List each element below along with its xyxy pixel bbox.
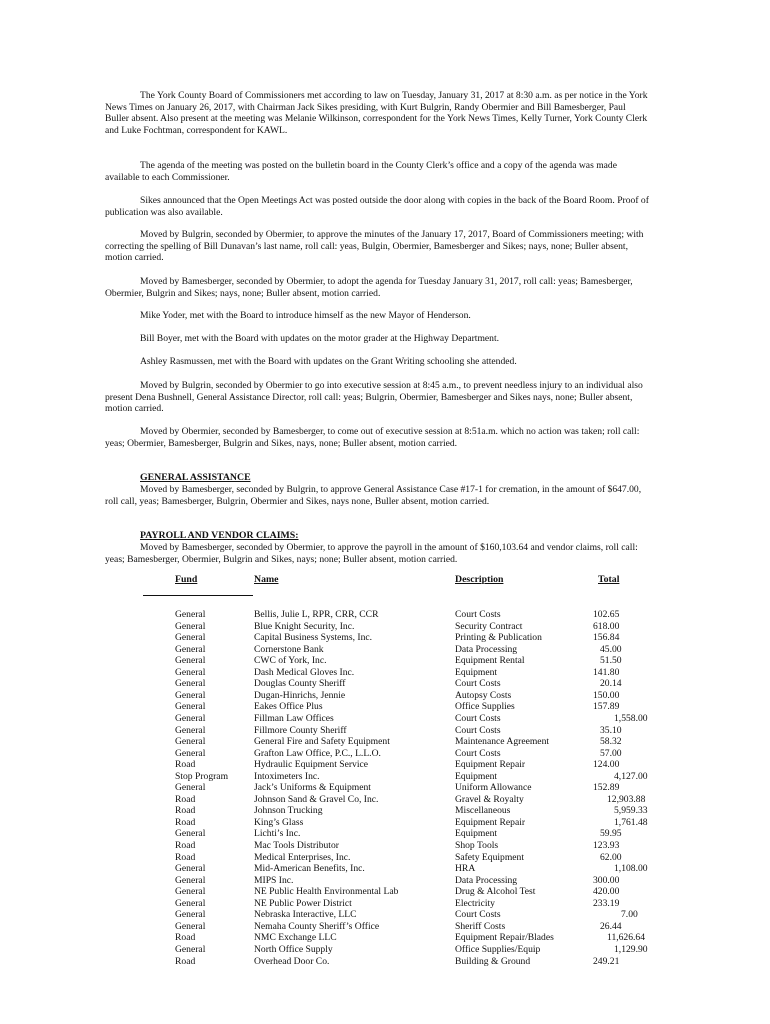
- cell-total: 62.00: [600, 851, 622, 863]
- cell-description: Office Supplies: [455, 701, 515, 713]
- table-row: [0, 863, 770, 875]
- cell-total: 124.00: [593, 759, 620, 771]
- cell-fund: General: [175, 620, 206, 632]
- table-row: [0, 621, 770, 633]
- table-row: [0, 701, 770, 713]
- paragraph-agenda-motion: Moved by Bamesberger, seconded by Obermier, to adopt the agenda for Tuesday January 31, 2017, roll call: yeas; Bamesberger, Obermier, Bulgrin and Sikes; nays, none; Buller absent, motion carried.: [105, 276, 633, 299]
- cell-description: Maintenance Agreement: [455, 736, 550, 748]
- table-row: [0, 852, 770, 864]
- cell-fund: General: [175, 943, 206, 955]
- header-divider: [143, 595, 253, 596]
- paragraph-open-meetings: Sikes announced that the Open Meetings Act was posted outside the door along with copies in the back of the Board Room. Proof of publication was also available.: [105, 195, 649, 218]
- cell-total: 12,903.88: [607, 793, 646, 805]
- cell-description: Equipment Repair: [455, 759, 526, 771]
- cell-description: Equipment: [455, 770, 498, 782]
- cell-fund: Road: [175, 805, 196, 817]
- cell-fund: General: [175, 666, 206, 678]
- table-row: [0, 956, 770, 968]
- table-row: [0, 875, 770, 887]
- cell-name: Eakes Office Plus: [254, 701, 323, 713]
- cell-description: Safety Equipment: [455, 851, 525, 863]
- cell-total: 1,129.90: [614, 943, 648, 955]
- cell-total: 58.32: [600, 736, 622, 748]
- column-header-fund: Fund: [175, 574, 198, 585]
- cell-description: Uniform Allowance: [455, 782, 532, 794]
- cell-description: Gravel & Royalty: [455, 793, 524, 805]
- column-header-total: Total: [598, 574, 620, 585]
- cell-total: 26.44: [600, 920, 622, 932]
- cell-name: Bellis, Julie L, RPR, CRR, CCR: [254, 609, 379, 620]
- cell-name: MIPS Inc.: [254, 874, 294, 886]
- cell-total: 156.84: [593, 632, 620, 644]
- cell-fund: General: [175, 609, 206, 620]
- table-row: [0, 644, 770, 656]
- paragraph-exec-session-in: Moved by Bulgrin, seconded by Obermier to go into executive session at 8:45 a.m., to prevent needless injury to an individual also present Dena Bushnell, General Assistance Director, roll call: yeas; Bulgrin, Obermier, Bamesberger and Sikes nays, none; Buller absent, motion carried.: [105, 380, 643, 415]
- table-row: [0, 736, 770, 748]
- cell-description: Court Costs: [455, 609, 501, 620]
- cell-fund: Road: [175, 932, 196, 944]
- cell-name: Grafton Law Office, P.C., L.L.O.: [254, 747, 381, 759]
- table-row: [0, 713, 770, 725]
- cell-description: Equipment: [455, 666, 498, 678]
- cell-description: Electricity: [455, 897, 495, 909]
- cell-description: Court Costs: [455, 724, 501, 736]
- cell-description: Drug & Alcohol Test: [455, 886, 536, 898]
- cell-fund: General: [175, 909, 206, 921]
- cell-name: CWC of York, Inc.: [254, 655, 327, 667]
- cell-total: 1,108.00: [614, 863, 648, 875]
- cell-name: NE Public Health Environmental Lab: [254, 886, 399, 898]
- cell-description: Equipment: [455, 828, 498, 840]
- cell-total: 249.21: [593, 955, 620, 967]
- cell-total: 141.80: [593, 666, 620, 678]
- cell-name: Medical Enterprises, Inc.: [254, 851, 351, 863]
- cell-total: 300.00: [593, 874, 620, 886]
- cell-fund: Road: [175, 955, 196, 967]
- table-row: [0, 678, 770, 690]
- cell-total: 102.65: [593, 609, 620, 620]
- paragraph-motor-grader: Bill Boyer, met with the Board with updates on the motor grader at the Highway Department.: [140, 333, 500, 344]
- cell-description: Building & Ground: [455, 955, 531, 967]
- cell-fund: Road: [175, 759, 196, 771]
- table-row: [0, 909, 770, 921]
- cell-fund: General: [175, 897, 206, 909]
- paragraph-minutes-motion: Moved by Bulgrin, seconded by Obermier, to approve the minutes of the January 17, 2017, Board of Commissioners meeting; with correcting the spelling of Bill Dunavan’s last name, roll call: yeas, Bulgin, Obermier, Bamesberger and Sikes; nays, none; Buller absent, motion carried.: [105, 229, 644, 264]
- table-row: [0, 771, 770, 783]
- paragraph-meeting-intro: The York County Board of Commissioners met according to law on Tuesday, January 31, 2017 at 8:30 a.m. as per notice in the York News Times on January 26, 2017, with Chairman Jack Sikes presiding, with Kurt Bulgrin, Randy Obermier and Bill Bamesberger, Paul Buller absent. Also present at the meeting was Melanie Wilkinson, correspondent for the York News Times, Kelly Turner, York County Clerk and Luke Fochtman, correspondent for KAWL.: [105, 90, 648, 136]
- table-row: [0, 725, 770, 737]
- cell-total: 35.10: [600, 724, 622, 736]
- cell-name: Lichti’s Inc.: [254, 828, 301, 840]
- cell-fund: General: [175, 643, 206, 655]
- cell-fund: General: [175, 874, 206, 886]
- cell-name: Dugan-Hinrichs, Jennie: [254, 689, 346, 701]
- cell-fund: General: [175, 863, 206, 875]
- cell-name: Johnson Sand & Gravel Co, Inc.: [254, 793, 379, 805]
- cell-name: Nemaha County Sheriff’s Office: [254, 920, 380, 932]
- table-row: [0, 632, 770, 644]
- cell-name: Overhead Door Co.: [254, 955, 330, 967]
- cell-total: 150.00: [593, 689, 620, 701]
- table-row: [0, 782, 770, 794]
- cell-name: Douglas County Sheriff: [254, 678, 346, 690]
- cell-fund: Road: [175, 840, 196, 851]
- table-row: [0, 886, 770, 898]
- cell-name: Mid-American Benefits, Inc.: [254, 863, 365, 875]
- cell-description: HRA: [455, 863, 476, 875]
- cell-name: Fillmore County Sheriff: [254, 724, 347, 736]
- cell-description: Data Processing: [455, 643, 518, 655]
- cell-total: 1,761.48: [614, 816, 648, 828]
- cell-total: 59.95: [600, 828, 622, 840]
- payroll-text: Moved by Bamesberger, seconded by Obermier, to approve the payroll in the amount of $160,103.64 and vendor claims, roll call: yeas; Bamesberger, Obermier, Bulgrin and Sikes, nays; none; Buller absent, motion carried.: [105, 542, 638, 565]
- cell-total: 20.14: [600, 678, 622, 690]
- cell-description: Printing & Publication: [455, 632, 542, 644]
- general-assistance-heading: GENERAL ASSISTANCE: [140, 472, 251, 483]
- table-row: [0, 759, 770, 771]
- cell-name: Intoximeters Inc.: [254, 770, 320, 782]
- cell-total: 420.00: [593, 886, 620, 898]
- cell-name: North Office Supply: [254, 943, 333, 955]
- cell-name: NMC Exchange LLC: [254, 932, 337, 944]
- cell-description: Data Processing: [455, 874, 518, 886]
- cell-fund: General: [175, 782, 206, 794]
- table-row: [0, 667, 770, 679]
- cell-name: Dash Medical Gloves Inc.: [254, 666, 355, 678]
- table-row: [0, 840, 770, 852]
- cell-fund: Stop Program: [175, 770, 229, 782]
- cell-fund: General: [175, 655, 206, 667]
- cell-name: Jack’s Uniforms & Equipment: [254, 782, 371, 794]
- table-row: [0, 609, 770, 621]
- cell-fund: Road: [175, 851, 196, 863]
- cell-name: Blue Knight Security, Inc.: [254, 620, 355, 632]
- cell-description: Shop Tools: [455, 840, 499, 851]
- cell-name: Nebraska Interactive, LLC: [254, 909, 357, 921]
- cell-description: Miscellaneous: [455, 805, 511, 817]
- cell-fund: General: [175, 724, 206, 736]
- cell-fund: General: [175, 886, 206, 898]
- cell-description: Office Supplies/Equip: [455, 943, 541, 955]
- cell-fund: General: [175, 828, 206, 840]
- cell-total: 123.93: [593, 840, 620, 851]
- table-row: [0, 944, 770, 956]
- cell-description: Equipment Repair/Blades: [455, 932, 554, 944]
- cell-fund: General: [175, 689, 206, 701]
- column-header-name: Name: [254, 574, 279, 585]
- paragraph-agenda-posted: The agenda of the meeting was posted on the bulletin board in the County Clerk’s office and a copy of the agenda was made available to each Commissioner.: [105, 160, 617, 183]
- paragraph-grant-writing: Ashley Rasmussen, met with the Board with updates on the Grant Writing schooling she attended.: [140, 356, 517, 367]
- table-row: [0, 828, 770, 840]
- cell-total: 233.19: [593, 897, 620, 909]
- cell-name: NE Public Power District: [254, 897, 352, 909]
- cell-fund: General: [175, 747, 206, 759]
- table-row: [0, 898, 770, 910]
- table-row: [0, 655, 770, 667]
- cell-name: King’s Glass: [254, 816, 304, 828]
- table-row: [0, 805, 770, 817]
- cell-total: 157.89: [593, 701, 620, 713]
- table-row: [0, 794, 770, 806]
- cell-total: 1,558.00: [614, 712, 648, 724]
- cell-fund: General: [175, 701, 206, 713]
- cell-total: 57.00: [600, 747, 622, 759]
- cell-total: 51.50: [600, 655, 622, 667]
- cell-description: Equipment Rental: [455, 655, 525, 667]
- column-header-description: Description: [455, 574, 504, 585]
- cell-description: Autopsy Costs: [455, 689, 512, 701]
- table-row: [0, 932, 770, 944]
- cell-total: 11,626.64: [607, 932, 646, 944]
- payroll-heading: PAYROLL AND VENDOR CLAIMS:: [140, 530, 299, 541]
- cell-fund: General: [175, 920, 206, 932]
- cell-name: General Fire and Safety Equipment: [254, 736, 390, 748]
- cell-name: Hydraulic Equipment Service: [254, 759, 369, 771]
- paragraph-exec-session-out: Moved by Obermier, seconded by Bamesberger, to come out of executive session at 8:51a.m. which no action was taken; roll call: yeas; Obermier, Bamesberger, Bulgrin and Sikes, nays, none; Buller absent, motion carried.: [105, 426, 640, 449]
- cell-name: Fillman Law Offices: [254, 712, 334, 724]
- cell-total: 7.00: [621, 909, 638, 921]
- cell-total: 618.00: [593, 620, 620, 632]
- table-row: [0, 921, 770, 933]
- cell-description: Security Contract: [455, 620, 523, 632]
- cell-fund: General: [175, 632, 206, 644]
- cell-total: 4,127.00: [614, 770, 648, 782]
- cell-fund: General: [175, 712, 206, 724]
- cell-description: Equipment Repair: [455, 816, 526, 828]
- cell-total: 45.00: [600, 643, 622, 655]
- table-row: [0, 748, 770, 760]
- table-row: [0, 817, 770, 829]
- cell-fund: Road: [175, 816, 196, 828]
- cell-description: Court Costs: [455, 747, 501, 759]
- cell-description: Court Costs: [455, 909, 501, 921]
- cell-description: Court Costs: [455, 712, 501, 724]
- cell-name: Cornerstone Bank: [254, 643, 324, 655]
- general-assistance-text: Moved by Bamesberger, seconded by Bulgrin, to approve General Assistance Case #17-1 for cremation, in the amount of $647.00, roll call, yeas; Bamesberger, Bulgrin, Obermier and Sikes, nays none, Buller absent, motion carried.: [105, 484, 642, 507]
- paragraph-mayor: Mike Yoder, met with the Board to introduce himself as the new Mayor of Henderson.: [140, 310, 471, 321]
- cell-fund: General: [175, 678, 206, 690]
- cell-total: 152.89: [593, 782, 620, 794]
- cell-name: Johnson Trucking: [254, 805, 323, 817]
- table-row: [0, 690, 770, 702]
- cell-description: Court Costs: [455, 678, 501, 690]
- cell-fund: General: [175, 736, 206, 748]
- cell-name: Capital Business Systems, Inc.: [254, 632, 373, 644]
- cell-total: 5,959.33: [614, 805, 648, 817]
- cell-description: Sheriff Costs: [455, 920, 506, 932]
- cell-name: Mac Tools Distributor: [254, 840, 339, 851]
- cell-fund: Road: [175, 793, 196, 805]
